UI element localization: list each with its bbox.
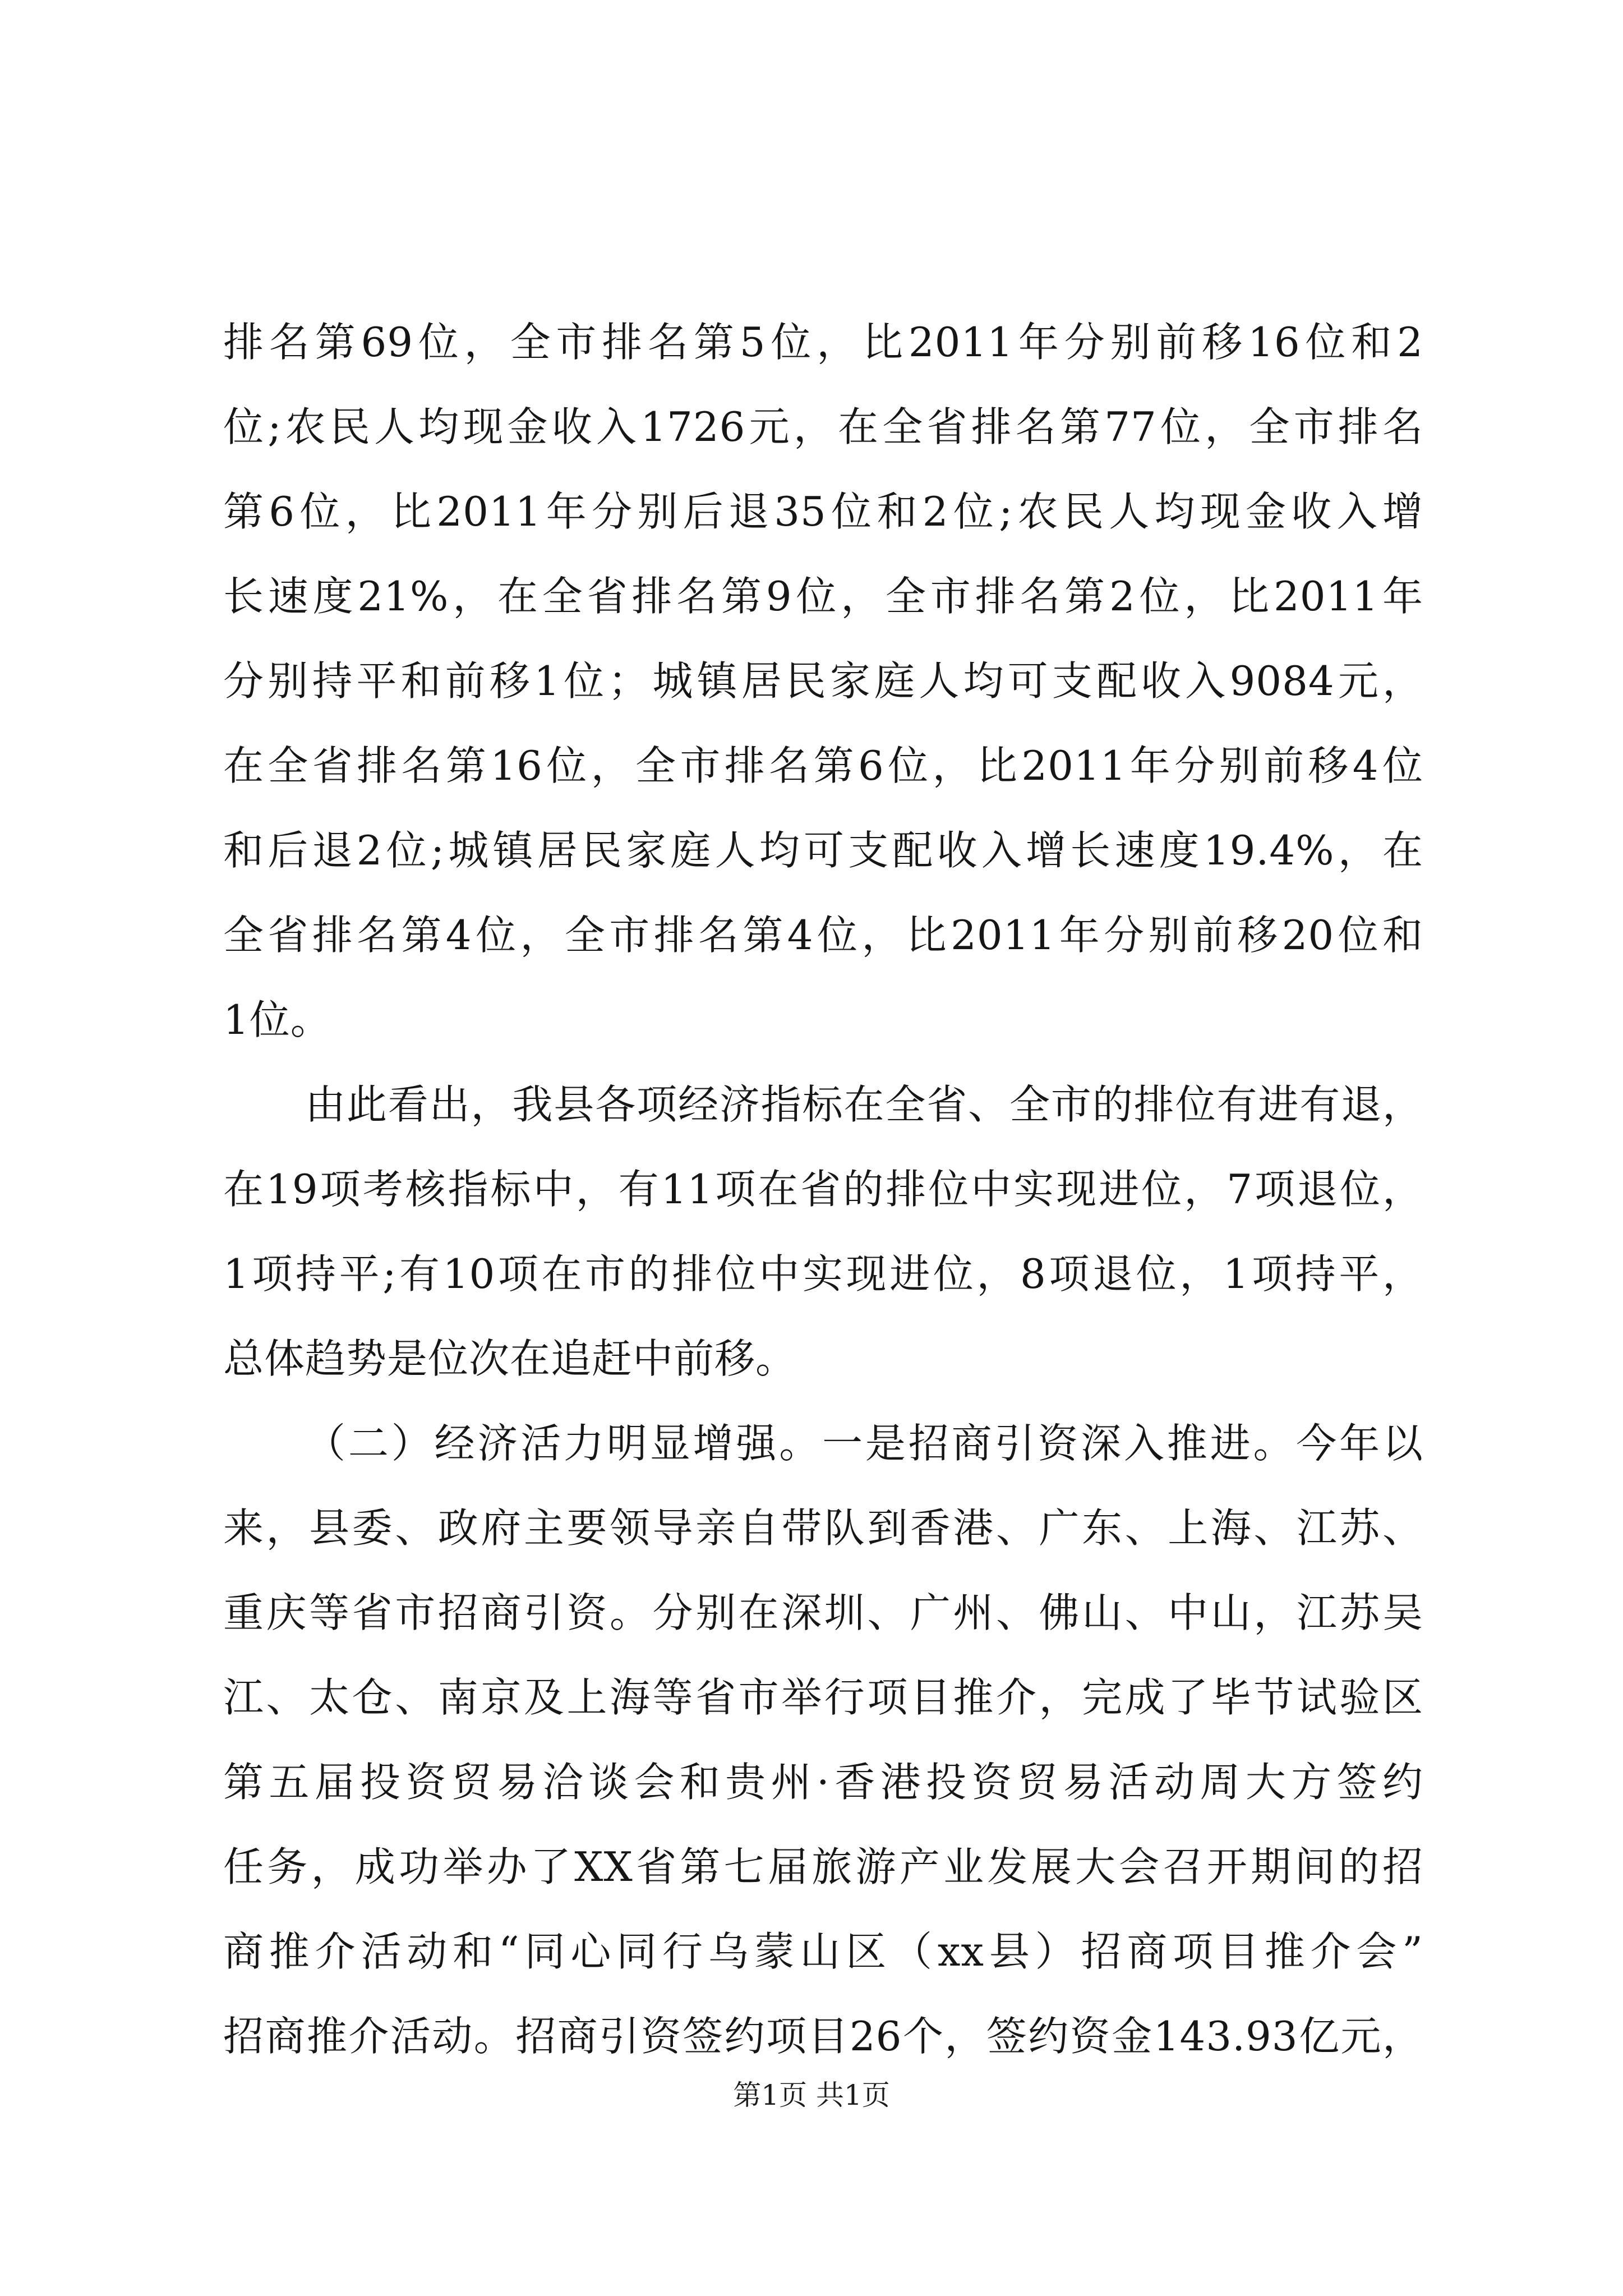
text-line: 位;农民人均现金收入1726元，在全省排名第77位，全市排名	[223, 403, 1423, 450]
text-line: 商推介活动和“同心同行乌蒙山区（xx县）招商项目推介会”	[223, 1928, 1423, 1975]
text-line: 长速度21%，在全省排名第9位，全市排名第2位，比2011年	[223, 573, 1423, 620]
text-line: 在全省排名第16位，全市排名第6位，比2011年分别前移4位	[223, 742, 1423, 789]
text-line: 第五届投资贸易洽谈会和贵州·香港投资贸易活动周大方签约	[223, 1759, 1423, 1806]
text-line: 由此看出，我县各项经济指标在全省、全市的排位有进有退，	[305, 1081, 1423, 1128]
body-text	[223, 300, 1423, 2079]
page-footer: 第1页 共1页	[733, 2079, 890, 2111]
text-line: 来，县委、政府主要领导亲自带队到香港、广东、上海、江苏、	[223, 1504, 1423, 1552]
text-line: 江、太仓、南京及上海等省市举行项目推介，完成了毕节试验区	[223, 1674, 1423, 1721]
text-line: 和后退2位;城镇居民家庭人均可支配收入增长速度19.4%，在	[223, 827, 1423, 874]
text-line: 1位。	[223, 996, 331, 1043]
text-line: 1项持平;有10项在市的排位中实现进位，8项退位，1项持平，	[223, 1250, 1423, 1297]
text-line: 招商推介活动。招商引资签约项目26个，签约资金143.93亿元，	[223, 2013, 1423, 2060]
text-line: 分别持平和前移1位；城镇居民家庭人均可支配收入9084元，	[223, 657, 1423, 705]
text-line: 任务，成功举办了XX省第七届旅游产业发展大会召开期间的招	[223, 1843, 1423, 1890]
text-line: 第6位，比2011年分别后退35位和2位;农民人均现金收入增	[223, 488, 1423, 535]
text-line: 全省排名第4位，全市排名第4位，比2011年分别前移20位和	[223, 912, 1423, 959]
text-line: 重庆等省市招商引资。分别在深圳、广州、佛山、中山，江苏吴	[223, 1589, 1423, 1636]
text-line: （二）经济活力明显增强。一是招商引资深入推进。今年以	[305, 1420, 1423, 1467]
text-line: 总体趋势是位次在追赶中前移。	[223, 1335, 797, 1382]
text-line: 在19项考核指标中，有11项在省的排位中实现进位，7项退位，	[223, 1166, 1423, 1213]
text-line: 排名第69位，全市排名第5位，比2011年分别前移16位和2	[223, 319, 1423, 366]
